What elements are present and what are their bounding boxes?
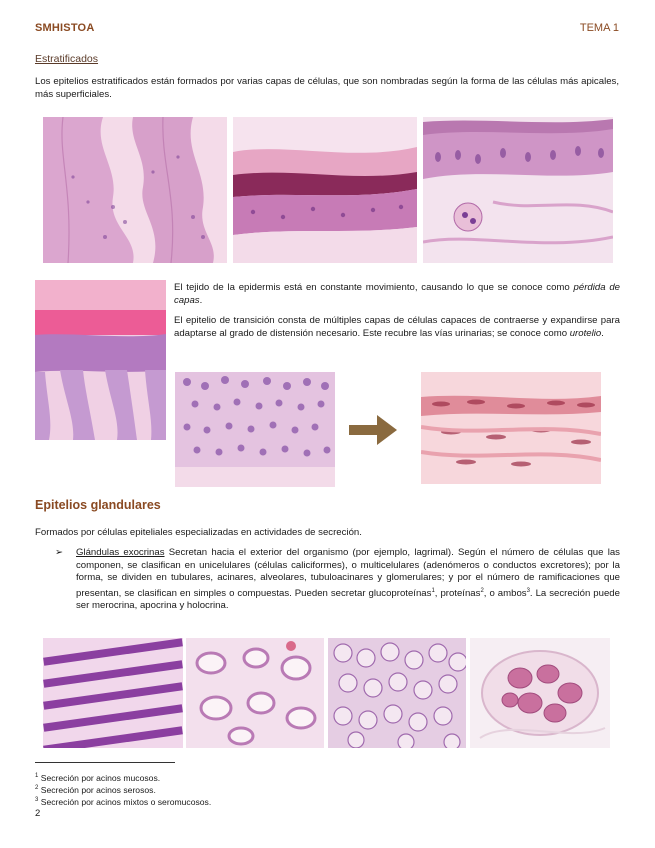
- exocrine-term: Glándulas exocrinas: [76, 547, 165, 558]
- epidermis-text-end: .: [199, 294, 203, 306]
- footnote-3: [35, 795, 211, 808]
- exocrine-text: , o ambos: [483, 587, 527, 599]
- intro-paragraph: Los epitelios estratificados están formados por varias capas de células, que son nombradas según la forma de las células más apicales, más superficiales.: [35, 76, 619, 100]
- epidermis-text: El tejido de la epidermis está en constante movimiento, causando lo que se conoce como: [174, 282, 574, 293]
- footnote-1: [35, 771, 160, 784]
- document-header-topic: TEMA 1: [579, 22, 619, 34]
- micrograph-urothelium-distended: [421, 372, 601, 484]
- micrograph-keratinized-epithelium: [233, 117, 417, 263]
- footnote-number: 2: [35, 785, 39, 791]
- document-header-title: SMHISTOA: [35, 22, 95, 34]
- footnote-text: Secreción por acinos mixtos o seromucosos.: [38, 796, 212, 807]
- footnote-text: Secreción por acinos mucosos.: [38, 772, 161, 783]
- micrograph-epidermis: [35, 280, 166, 440]
- exocrine-text: Secretan hacia el exterior del organismo (por ejemplo, lagrimal). Según el número de células que las componen, se clasifican en unicelulares (células caliciformes), o multicelulares (adenómeros o conductos excretores); por la forma, se dividen en tubulares, acinares, alveolares, tubuloacinares y glomerulares; y por el número de ramificaciones que presentan, se clasifican en simples o compuestas. Pueden secretar glucoproteínas: [76, 547, 620, 599]
- footnote-text: Secreción por acinos serosos.: [38, 784, 156, 795]
- footnote-ref-1: 1: [431, 587, 435, 594]
- epidermis-paragraph: [174, 282, 620, 307]
- bullet-marker: ➢: [55, 547, 64, 558]
- urotelio-text: El epitelio de transición consta de múltiples capas de células capaces de contraerse y expandirse para adaptarse al grado de distensión necesario. Este recubre las vías urinarias; se conoce como: [174, 315, 620, 339]
- micrograph-stratified-squamous: [43, 117, 227, 263]
- page-number: 2: [35, 808, 41, 819]
- urotelio-term: urotelio: [569, 327, 602, 339]
- micrograph-goblet-cells: [43, 638, 183, 748]
- footnote-number: 3: [35, 797, 39, 803]
- footnote-ref-2: 2: [480, 587, 484, 594]
- section-title: Epitelios glandulares: [35, 498, 161, 512]
- glandular-intro: Formados por células epiteliales especializadas en actividades de secreción.: [35, 527, 362, 538]
- arrow-icon: [349, 415, 397, 445]
- epidermis-term: pérdida de capas: [174, 282, 620, 306]
- urotelio-paragraph: [174, 315, 620, 340]
- exocrine-text: . La secreción puede ser merocrina, apocrina y holocrina.: [76, 587, 620, 612]
- subsection-title: Estratificados: [35, 53, 99, 65]
- micrograph-tubular-glands: [186, 638, 324, 748]
- micrograph-urothelium-relaxed: [175, 372, 335, 487]
- urotelio-text-end: .: [601, 327, 604, 339]
- exocrine-text: , proteínas: [434, 587, 481, 599]
- micrograph-sweat-gland: [470, 638, 610, 748]
- footnote-separator: [35, 762, 175, 763]
- micrograph-acinar-glands: [328, 638, 466, 748]
- footnote-2: [35, 783, 156, 796]
- footnote-number: 1: [35, 773, 39, 779]
- exocrine-paragraph: [76, 547, 620, 613]
- micrograph-pseudostratified-epithelium: [423, 117, 613, 263]
- footnote-ref-3: 3: [526, 587, 530, 594]
